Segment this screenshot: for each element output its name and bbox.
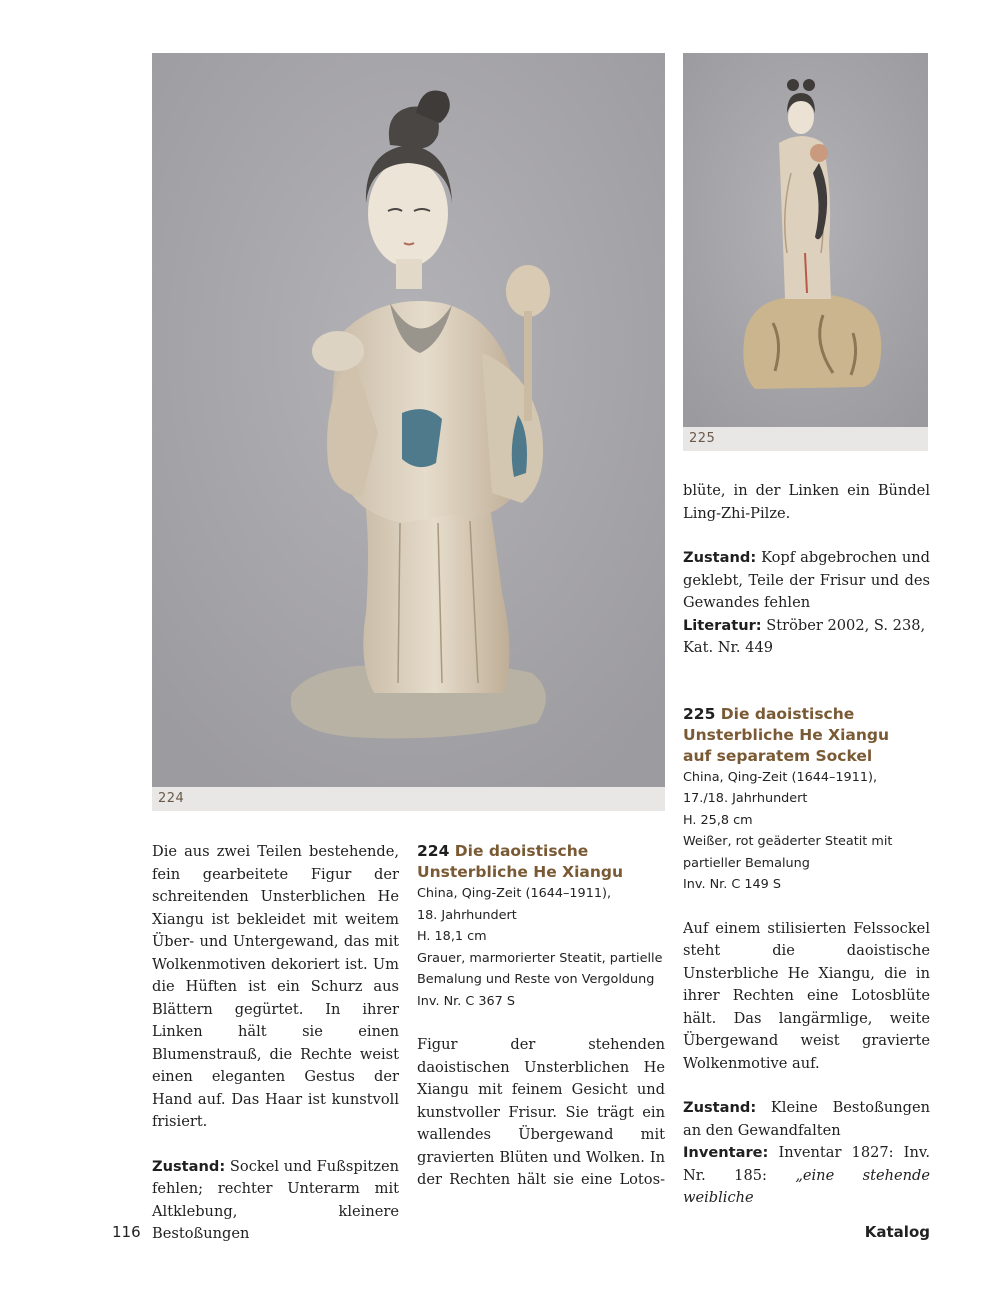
entry-225-description: Auf einem stilisierten Felssockel steht die daoistische Unsterbliche He Xiangu, die in ihrer Rechten eine Lotosblüte hält. Das langärmlige, weite Übergewand weist gravierte Wolkenmotive auf. xyxy=(683,919,930,1072)
literatur-224-label: Literatur: xyxy=(683,616,762,634)
literatur-224-text: Ströber 2002, S. 238, Kat. Nr. 449 xyxy=(683,616,926,656)
entry-224-meta-line: Grauer, marmorierter Steatit, partielle xyxy=(417,950,663,966)
entry-225-meta xyxy=(683,767,930,896)
literatur-224 xyxy=(683,615,930,660)
zustand-225 xyxy=(683,1097,930,1142)
entry-225-title xyxy=(683,704,930,767)
entry-224-description: Figur der stehenden daoistischen Unsterblichen He Xiangu mit feinem Gesicht und kunstvoller Frisur. Sie trägt ein wallendes Übergewand mit gravierten Blüten und Wolken. In der Rechten hält sie eine Lotos- xyxy=(417,1036,665,1188)
entry-225-meta-line: China, Qing-Zeit (1644–1911), xyxy=(683,769,878,785)
left-column xyxy=(152,841,399,1268)
entry-225-meta-line: Inv. Nr. C 149 S xyxy=(683,877,782,892)
section-name: Katalog xyxy=(864,1223,930,1241)
zustand-224 xyxy=(683,547,930,615)
continued-description xyxy=(683,480,930,525)
entry-225-meta-line: Weißer, rot geäderter Steatit mit xyxy=(683,834,893,849)
zustand-224-left-text: Sockel und Fußspitzen fehlen; rechter Unterarm mit Altklebung, kleinere Bestoßungen xyxy=(152,1157,399,1242)
statue-224-illustration xyxy=(152,53,665,787)
page-number: 116 xyxy=(112,1223,141,1241)
zustand-224-left-label: Zustand: xyxy=(152,1157,226,1175)
entry-224-title-line-2: Unsterbliche He Xiangu xyxy=(417,863,624,881)
entry-224-long-description: Die aus zwei Teilen bestehende, fein gearbeitete Figur der schreitenden Unsterblichen He Xiangu ist bekleidet mit weitem Über- und Untergewand, das mit Wolkenmotiven dekoriert ist. Um die Hüften ist ein Schurz aus Blättern gegürtet. In ihrer Linken hält sie einen Blumenstrauß, die Rechte weist einen eleganten Gestus der Hand auf. Das Haar ist kunstvoll frisiert. xyxy=(152,843,399,1130)
entry-225-meta-line: partieller Bemalung xyxy=(683,855,810,871)
zustand-225-label: Zustand: xyxy=(683,1099,757,1116)
figure-225-photo xyxy=(683,53,928,451)
figure-224-label: 224 xyxy=(152,787,665,811)
entry-224-meta xyxy=(417,883,665,1012)
entry-225-title-line-1: Die daoistische xyxy=(720,704,855,723)
figure-225-label: 225 xyxy=(683,427,928,451)
entry-224-number: 224 xyxy=(417,842,450,860)
entry-224-meta-line: Bemalung und Reste von Vergoldung xyxy=(417,972,655,987)
middle-column xyxy=(417,841,665,1214)
entry-224-title-line-1: Die daoistische xyxy=(454,842,589,860)
zustand-224-label: Zustand: xyxy=(683,549,757,566)
zustand-224-left xyxy=(152,1156,399,1246)
zustand-225-text: Kleine Bestoßungen an den Gewandfalten xyxy=(683,1099,930,1139)
entry-224-meta-line: China, Qing-Zeit (1644–1911), xyxy=(417,886,612,901)
right-column xyxy=(683,480,930,1232)
continued-line-2: Ling-Zhi-Pilze. xyxy=(683,504,791,522)
entry-225-title-line-2: Unsterbliche He Xiangu xyxy=(683,725,890,744)
statue-225-illustration xyxy=(683,53,928,427)
entry-225-meta-line: H. 25,8 cm xyxy=(683,812,753,828)
inventare-225-label: Inventare: xyxy=(683,1144,769,1161)
entry-224-title xyxy=(417,841,665,883)
entry-225-number: 225 xyxy=(683,704,716,723)
inventare-225-quote: „eine stehende weibliche xyxy=(683,1166,930,1206)
entry-224-meta-line: Inv. Nr. C 367 S xyxy=(417,993,516,1009)
entry-224-meta-line: 18. Jahrhundert xyxy=(417,907,517,923)
zustand-224-text: Kopf abgebrochen und geklebt, Teile der Frisur und des Gewandes fehlen xyxy=(683,549,930,611)
entry-225-meta-line: 17./18. Jahrhundert xyxy=(683,791,808,806)
inventare-225 xyxy=(683,1142,930,1210)
entry-224-meta-line: H. 18,1 cm xyxy=(417,929,487,944)
entry-225-title-line-3: auf separatem Sockel xyxy=(683,746,873,765)
figure-224-photo xyxy=(152,53,665,811)
inventare-225-text: Inventar 1827: Inv. Nr. 185: xyxy=(683,1144,930,1184)
continued-line-1: blüte, in der Linken ein Bündel xyxy=(683,482,930,499)
